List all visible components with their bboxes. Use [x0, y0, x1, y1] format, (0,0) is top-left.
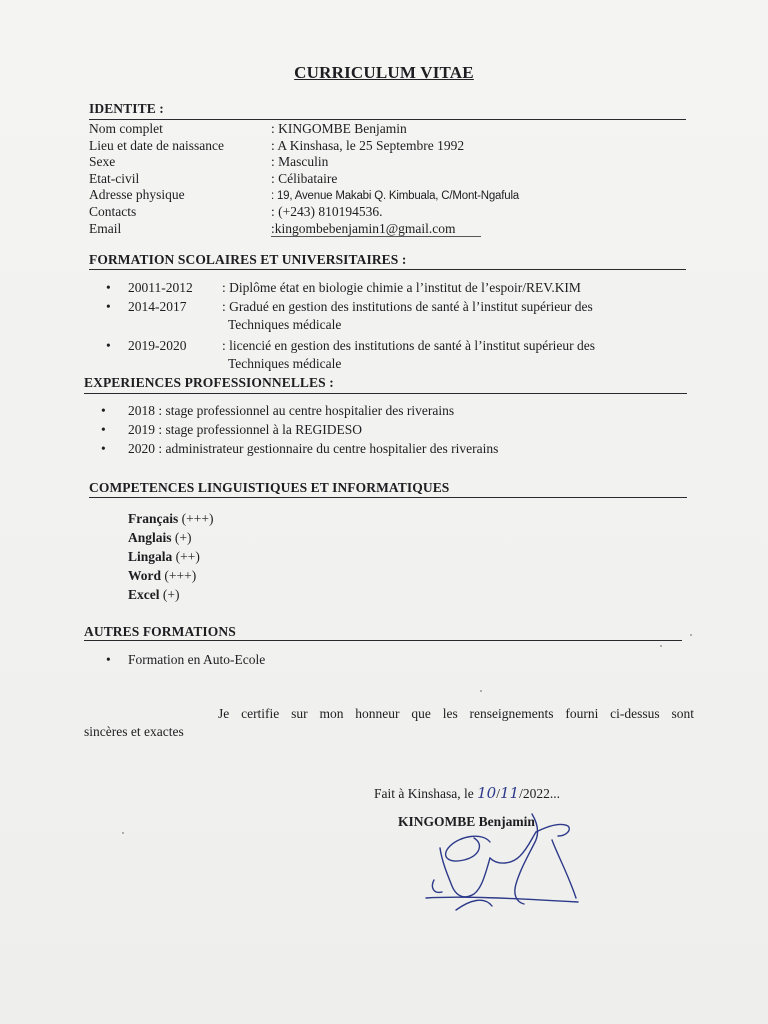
- handwritten-signature: [420, 800, 620, 915]
- sig-stroke: [515, 814, 538, 904]
- bullet: •: [106, 652, 111, 667]
- education-detail: : Diplôme état en biologie chimie a l’institut de l’espoir/REV.KIM: [222, 280, 581, 295]
- identity-value: : A Kinshasa, le 25 Septembre 1992: [271, 138, 465, 153]
- education-years: 2014-2017: [128, 299, 187, 314]
- skill-level: (+): [162, 587, 180, 602]
- identity-value: : KINGOMBE Benjamin: [271, 121, 407, 136]
- education-detail: : Gradué en gestion des institutions de santé à l’institut supérieur des: [222, 299, 593, 314]
- email-underline: [271, 236, 481, 237]
- date-month: 11: [499, 784, 520, 802]
- cv-title: CURRICULUM VITAE: [294, 63, 474, 82]
- skill-level: (+): [174, 530, 192, 545]
- education-detail: Techniques médicale: [228, 317, 342, 332]
- skill-name: Anglais: [128, 530, 172, 545]
- date-trail: ...: [549, 786, 560, 801]
- bullet: •: [101, 441, 106, 456]
- skill-name: Word: [128, 568, 162, 583]
- identity-label: Adresse physique: [89, 187, 185, 202]
- identity-value: : Célibataire: [271, 171, 338, 186]
- education-rule: [89, 269, 686, 270]
- identity-value: : Masculin: [271, 154, 329, 169]
- sig-stroke: [552, 840, 576, 898]
- bullet: •: [101, 403, 106, 418]
- signature-name: KINGOMBE Benjamin: [398, 814, 535, 829]
- experience-heading: EXPERIENCES PROFESSIONNELLES :: [84, 375, 334, 390]
- skill-item: [128, 568, 196, 584]
- experience-item: 2018 : stage professionnel au centre hospitalier des riverains: [128, 403, 455, 418]
- other-heading: AUTRES FORMATIONS: [84, 624, 236, 639]
- date-sep: /: [519, 786, 523, 801]
- education-heading: FORMATION SCOLAIRES ET UNIVERSITAIRES :: [89, 252, 407, 267]
- skill-item: [128, 511, 213, 527]
- bullet: •: [101, 422, 106, 437]
- education-years: 2019-2020: [128, 338, 187, 353]
- sig-stroke: [440, 848, 490, 897]
- sig-stroke: [456, 900, 492, 910]
- other-item: Formation en Auto-Ecole: [128, 652, 266, 667]
- identity-label: Email: [89, 221, 122, 236]
- identity-rule: [89, 119, 686, 120]
- skill-level: (+++): [181, 511, 214, 526]
- skill-name: Français: [128, 511, 179, 526]
- experience-item: 2020 : administrateur gestionnaire du centre hospitalier des riverains: [128, 441, 499, 456]
- email-prefix: :: [271, 221, 275, 236]
- skill-name: Lingala: [128, 549, 173, 564]
- education-detail: Techniques médicale: [228, 356, 342, 371]
- identity-heading: IDENTITE :: [89, 101, 164, 116]
- skill-item: [128, 530, 192, 546]
- skill-level: (+++): [164, 568, 197, 583]
- experience-item: 2019 : stage professionnel à la REGIDESO: [128, 422, 362, 437]
- email-link[interactable]: kingombebenjamin1@gmail.com: [274, 221, 456, 236]
- sig-stroke: [426, 897, 578, 902]
- sig-stroke: [432, 880, 442, 892]
- date-day: 10: [477, 784, 497, 802]
- identity-label: Contacts: [89, 204, 137, 219]
- sig-stroke: [536, 824, 569, 836]
- identity-label: Lieu et date de naissance: [89, 138, 224, 153]
- scan-speck: [480, 690, 482, 692]
- identity-value: : 19, Avenue Makabi Q. Kimbuala, C/Mont-Ngafula: [271, 190, 519, 202]
- experience-rule: [84, 393, 687, 394]
- education-detail: : licencié en gestion des institutions de santé à l’institut supérieur des: [222, 338, 596, 353]
- skills-rule: [89, 497, 687, 498]
- bullet: •: [106, 338, 111, 353]
- date-sep: /: [496, 786, 500, 801]
- bullet: •: [106, 299, 111, 314]
- signature-place: Fait à Kinshasa, le: [374, 786, 478, 801]
- education-years: 20011-2012: [128, 280, 193, 295]
- sig-stroke: [490, 832, 536, 863]
- identity-label: Sexe: [89, 154, 116, 169]
- bullet: •: [106, 280, 111, 295]
- identity-label: Etat-civil: [89, 171, 140, 186]
- sig-stroke: [446, 836, 490, 861]
- skill-item: [128, 549, 200, 565]
- scan-speck: [122, 832, 124, 834]
- identity-value: : (+243) 810194536.: [271, 204, 383, 219]
- skills-heading: COMPETENCES LINGUISTIQUES ET INFORMATIQUES: [89, 480, 450, 495]
- skill-item: [128, 587, 179, 603]
- certification-line-2: sincères et exactes: [84, 724, 184, 739]
- identity-label: Nom complet: [89, 121, 163, 136]
- other-rule: [84, 640, 682, 641]
- scan-speck: [660, 645, 662, 647]
- skill-name: Excel: [128, 587, 160, 602]
- skill-level: (++): [175, 549, 200, 564]
- date-year: 2022: [522, 786, 550, 801]
- scan-speck: [690, 634, 692, 636]
- certification-line-1: Je certifie sur mon honneur que les renseignements fourni ci-dessus sont: [218, 706, 694, 721]
